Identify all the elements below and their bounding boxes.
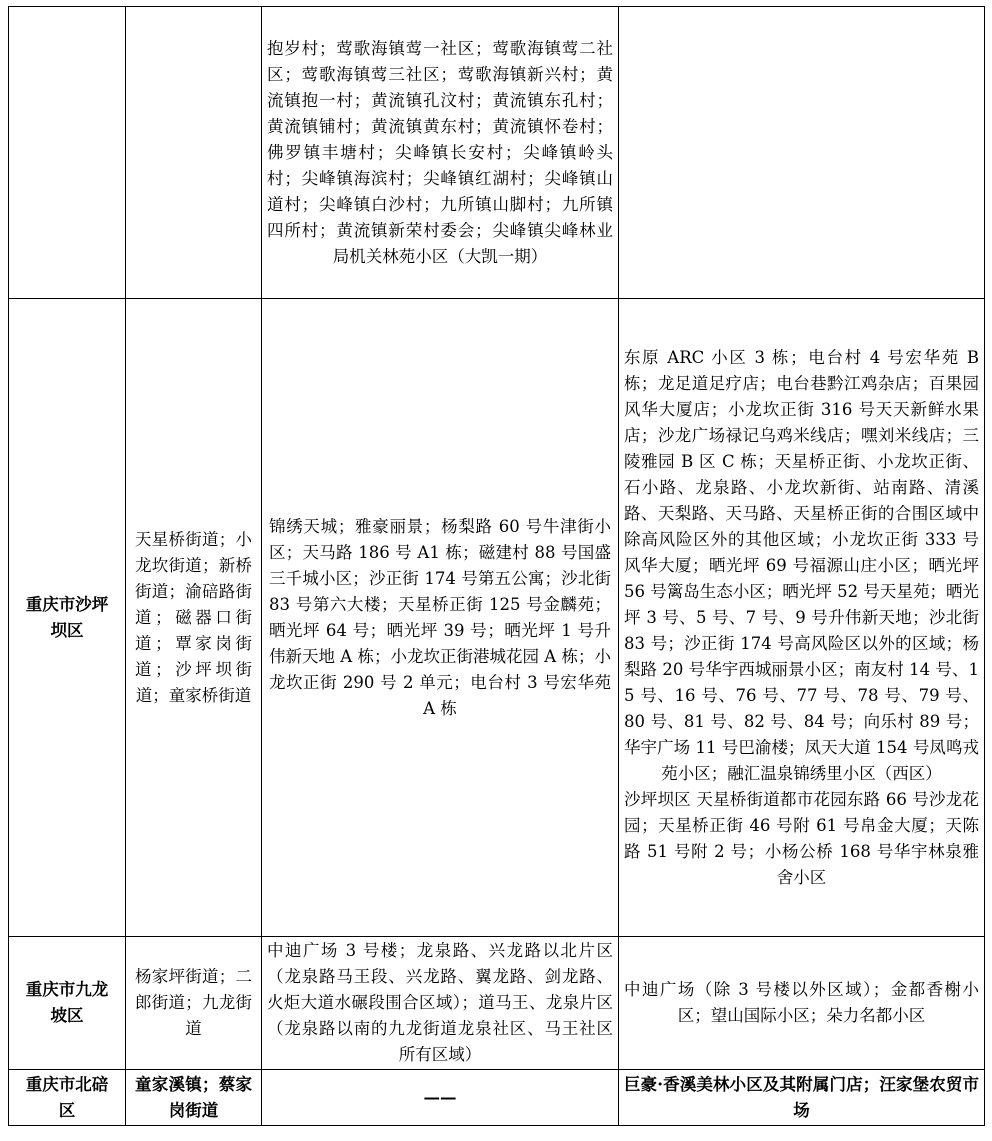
high-risk-text: 锦绣天城；雅豪丽景；杨梨路 60 号牛津街小区；天马路 186 号 A1 栋；磁建村 88 号国盛三千城小区；沙正街 174 号第五公寓；沙北街 83 号第六大楼；天星桥正街 125 号金麟苑；晒光坪 64 号；晒光坪 39 号；晒光坪 1 号升伟新天地 A 栋；小龙坎正街港城花园 A 栋；小龙坎正街 290 号 2 单元；电台村 3 号宏华苑 A 栋 [269, 516, 611, 718]
medium-risk-extra-text: 沙坪坝区 天星桥街道都市花园东路 66 号沙龙花园；天星桥正街 46 号附 61 号帛金大厦；天陈路 51 号附 2 号；小杨公桥 168 号华宇林泉雅舍小区 [624, 789, 979, 887]
district-name: 重庆市沙坪坝区 [25, 594, 109, 640]
risk-area-table [8, 6, 985, 1126]
high-risk-cell [262, 299, 619, 937]
district-cell [9, 937, 126, 1070]
table-row [9, 299, 985, 937]
high-risk-cell: 抱岁村；莺歌海镇莺一社区；莺歌海镇莺二社区；莺歌海镇莺三社区；莺歌海镇新兴村；黄流镇抱一村；黄流镇孔汶村；黄流镇东孔村；黄流镇铺村；黄流镇黄东村；黄流镇怀卷村；佛罗镇丰塘村；尖峰镇长安村；尖峰镇岭头村；尖峰镇海滨村；尖峰镇红湖村；尖峰镇山道村；尖峰镇白沙村；九所镇山脚村；九所镇四所村；黄流镇新荣村委会；尖峰镇尖峰林业局机关林苑小区（大凯一期） [262, 7, 619, 299]
streets-cell [126, 937, 262, 1070]
streets-cell [126, 7, 262, 299]
streets-text: 杨家坪街道；二郎街道；九龙街道 [135, 967, 252, 1038]
streets-cell [126, 1070, 262, 1126]
district-name: 重庆市北碚区 [25, 1074, 109, 1120]
district-cell [9, 1070, 126, 1126]
district-name: 重庆市九龙坡区 [25, 980, 109, 1025]
medium-risk-cell: 巨豪·香溪美林小区及其附属门店；汪家堡农贸市场 [619, 1070, 985, 1126]
medium-risk-cell: 中迪广场（除 3 号楼以外区域）；金都香榭小区；望山国际小区；朵力名都小区 [619, 937, 985, 1070]
high-risk-cell: 中迪广场 3 号楼；龙泉路、兴龙路以北片区（龙泉路马王段、兴龙路、翼龙路、剑龙路、火炬大道水碾段围合区域）；道马王、龙泉片区（龙泉路以南的九龙街道龙泉社区、马王社区所有区域） [262, 937, 619, 1070]
streets-text: 天星桥街道；小龙坎街道；新桥街道；渝碚路街道；磁器口街道；覃家岗街道；沙坪坝街道；童家桥街道 [135, 529, 252, 705]
district-cell [9, 299, 126, 937]
district-cell [9, 7, 126, 299]
streets-text: 童家溪镇；蔡家岗街道 [135, 1074, 252, 1120]
medium-risk-text: 东原 ARC 小区 3 栋；电台村 4 号宏华苑 B 栋；龙足道足疗店；电台巷黔江鸡杂店；百果园风华大厦店；小龙坎正街 316 号天天新鲜水果店；沙龙广场禄记乌鸡米线店；嘿刘米线店；三陵雅园 B 区 C 栋；天星桥正街、小龙坎正街、石小路、龙泉路、小龙坎新街、站南路、清溪路、天梨路、天马路、天星桥正街的合围区域中除高风险区外的其他区域；小龙坎正街 333 号风华大厦；晒光坪 69 号福源山庄小区；晒光坪 56 号篱岛生态小区；晒光坪 52 号天星苑；晒光坪 3 号、5 号、7 号、9 号升伟新天地；沙北街 83 号；沙正街 174 号高风险区以外的区域；杨梨路 20 号华宇西城丽景小区；南友村 14 号、15 号、16 号、76 号、77 号、78 号、79 号、80 号、81 号、82 号、84 号；向乐村 89 号；华宇广场 11 号巴渝楼；凤天大道 154 号凤鸣戎苑小区；融汇温泉锦绣里小区（西区） [624, 347, 979, 783]
table-row [9, 937, 985, 1070]
streets-cell [126, 299, 262, 937]
table-row [9, 7, 985, 299]
table-row [9, 1070, 985, 1126]
medium-risk-cell [619, 299, 985, 937]
high-risk-cell: —— [262, 1070, 619, 1126]
medium-risk-cell [619, 7, 985, 299]
table-container [8, 6, 985, 1126]
